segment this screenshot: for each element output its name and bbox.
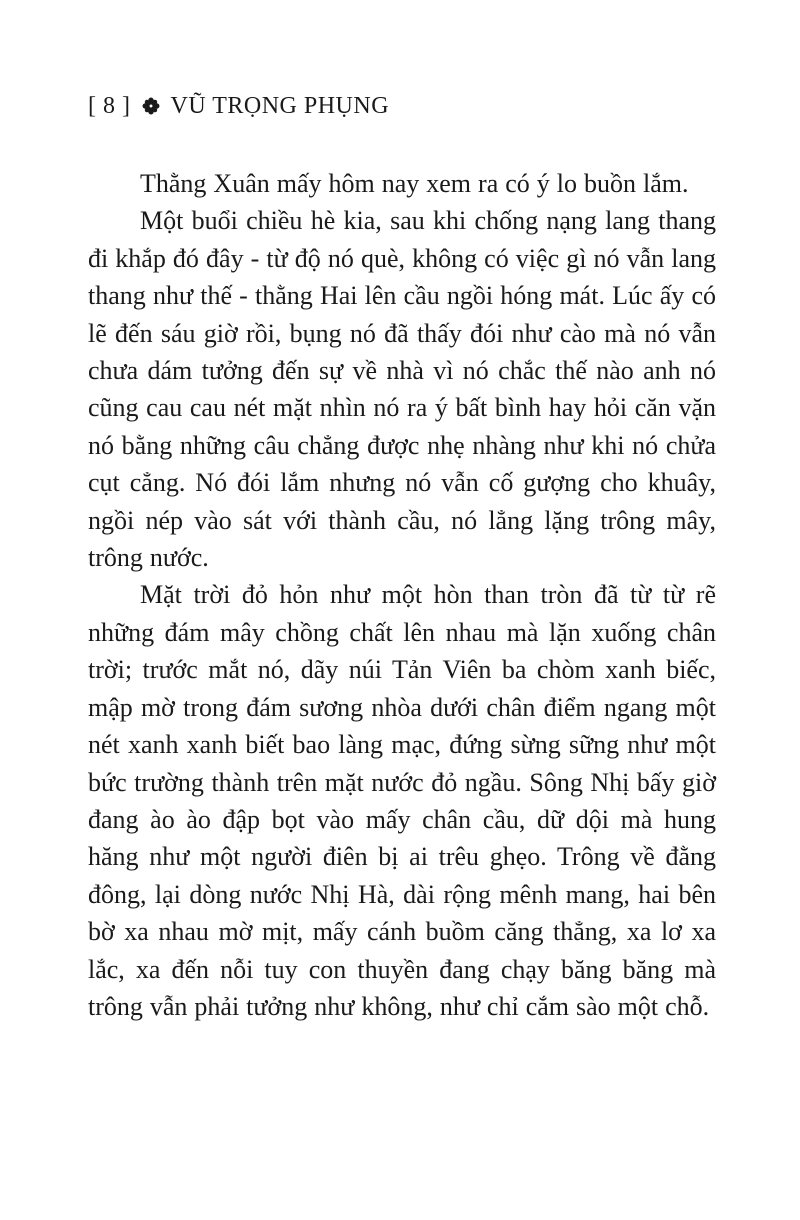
paragraph-1: Thằng Xuân mấy hôm nay xem ra có ý lo buồn lắm. [140, 169, 689, 198]
flower-ornament-icon [142, 97, 160, 115]
paragraph-2: Một buổi chiều hè kia, sau khi chống nạng lang thang đi khắp đó đây - từ độ nó què, không có việc gì nó vẫn lang thang như thế - thằng Hai lên cầu ngồi hóng mát. Lúc ấy có lẽ đến sáu giờ rồi, bụng nó đã thấy đói như cào mà nó vẫn chưa dám tưởng đến sự về nhà vì nó chắc thế nào anh nó cũng cau cau nét mặt nhìn nó ra ý bất bình hay hỏi căn vặn nó bằng những câu chẳng được nhẹ nhàng như khi nó chửa cụt cẳng. Nó đói lắm nhưng nó vẫn cố gượng cho khuây, ngồi nép vào sát với thành cầu, nó lẳng lặng trông mây, trông nước. [88, 206, 716, 573]
paragraph-3: Mặt trời đỏ hỏn như một hòn than tròn đã từ từ rẽ những đám mây chồng chất lên nhau mà lặn xuống chân trời; trước mắt nó, dãy núi Tản Viên ba chòm xanh biếc, mập mờ trong đám sương nhòa dưới chân điểm ngang một nét xanh xanh biết bao làng mạc, đứng sừng sững như một bức trường thành trên mặt nước đỏ ngầu. Sông Nhị bấy giờ đang ào ào đập bọt vào mấy chân cầu, dữ dội mà hung hăng như một người điên bị ai trêu ghẹo. Trông về đằng đông, lại dòng nước Nhị Hà, dài rộng mênh mang, hai bên bờ xa nhau mờ mịt, mấy cánh buồm căng thẳng, xa lơ xa lắc, xa đến nỗi tuy con thuyền đang chạy băng băng mà trông vẫn phải tưởng như không, như chỉ cắm sào một chỗ. [88, 580, 716, 1021]
body-text [88, 165, 716, 1025]
author-name: VŨ TRỌNG PHỤNG [170, 92, 390, 119]
page-number: [ 8 ] [88, 92, 131, 119]
running-header [88, 88, 389, 124]
